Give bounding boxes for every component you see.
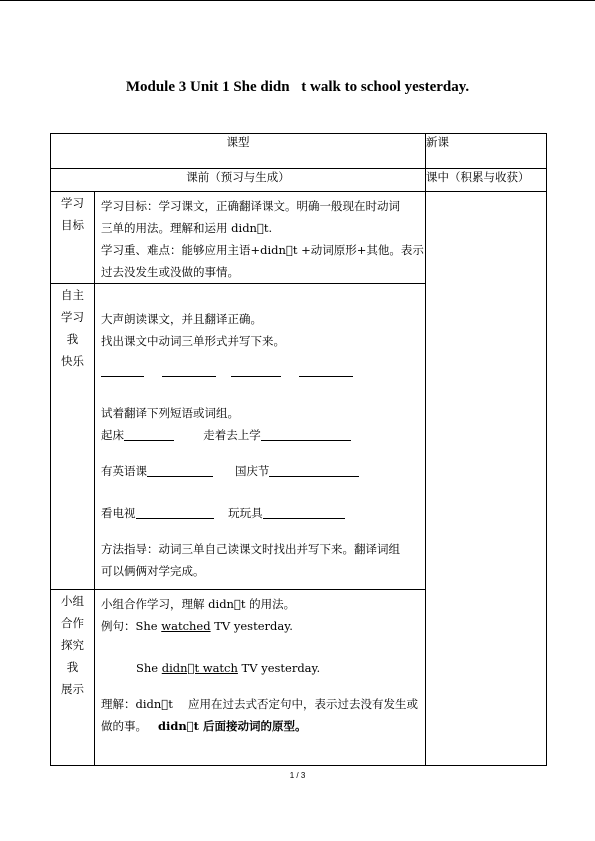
course-type-value: 新课	[426, 134, 547, 169]
self-study-label-line: 自主	[61, 288, 84, 302]
goals-line: 三单的用法。理解和运用 didn t.	[101, 221, 273, 235]
understanding-line	[101, 715, 419, 737]
goals-row	[51, 192, 547, 284]
phrase-line	[101, 424, 419, 446]
self-study-label-line: 我	[66, 332, 79, 346]
understanding-line: 理解：didn t 应用在过去式否定句中，表示过去没有发生或	[101, 697, 418, 711]
example-suffix: TV yesterday.	[210, 619, 293, 633]
method-line: 可以俩俩对学完成。	[101, 564, 205, 578]
method-line: 方法指导：动词三单自己读课文时找出并写下来。翻译词组	[101, 542, 400, 556]
self-study-label-line: 快乐	[61, 354, 84, 368]
self-study-label-line: 学习	[61, 310, 84, 324]
answer-blank[interactable]	[162, 363, 216, 377]
understanding-text: 做的事。	[101, 719, 147, 733]
grammar-rule: didn t 后面接动词的原型。	[157, 719, 307, 733]
answer-blank[interactable]	[269, 463, 359, 477]
before-class-header: 课前（预习与生成）	[51, 169, 426, 192]
goals-label	[51, 192, 95, 284]
example-sentence	[101, 615, 419, 637]
self-study-content	[95, 284, 426, 590]
goals-label-line: 学习	[61, 196, 84, 210]
phrase-line	[101, 460, 419, 482]
cooperation-intro: 小组合作学习，理解 didn t 的用法。	[101, 597, 296, 611]
read-aloud-task: 大声朗读课文，并且翻译正确。	[101, 312, 262, 326]
cooperation-content	[95, 590, 426, 766]
example-prefix: 例句：She	[101, 619, 162, 633]
phrase-line	[101, 502, 419, 524]
answer-blank[interactable]	[261, 427, 351, 441]
cooperation-label	[51, 590, 95, 766]
verb-blanks	[101, 360, 419, 382]
course-type-label: 课型	[51, 134, 426, 169]
in-class-notes-cell	[426, 192, 547, 766]
cooperation-label-line: 探究	[61, 638, 84, 652]
phrase-walk-to-school: 走着去上学	[203, 428, 261, 442]
find-verbs-task: 找出课文中动词三单形式并写下来。	[101, 334, 285, 348]
goals-label-line: 目标	[61, 218, 84, 232]
in-class-header: 课中（积累与收获）	[426, 169, 547, 192]
negative-sentence	[101, 657, 419, 679]
negative-prefix: She	[136, 661, 162, 675]
cooperation-label-line: 我	[66, 660, 79, 674]
answer-blank[interactable]	[101, 363, 144, 377]
answer-blank[interactable]	[263, 505, 345, 519]
answer-blank[interactable]	[299, 363, 353, 377]
phrase-watch-tv: 看电视	[101, 506, 136, 520]
phrase-play-toys: 玩玩具	[228, 506, 263, 520]
page-number: 1 / 3	[289, 771, 306, 780]
negative-suffix: TV yesterday.	[237, 661, 321, 675]
self-study-label	[51, 284, 95, 590]
answer-blank[interactable]	[124, 427, 174, 441]
example-verb: watched	[161, 619, 211, 633]
lesson-plan-table	[50, 133, 547, 766]
goals-line: 学习目标：学习课文，正确翻译课文。明确一般现在时动词	[101, 199, 400, 213]
answer-blank[interactable]	[231, 363, 281, 377]
cooperation-label-line: 展示	[61, 682, 84, 696]
header-row	[51, 134, 547, 169]
page-title: Module 3 Unit 1 She didn t walk to school yesterday.	[125, 79, 470, 95]
top-rule	[0, 0, 595, 1]
goals-line: 过去没发生或没做的事情。	[101, 265, 239, 279]
answer-blank[interactable]	[136, 505, 214, 519]
phrase-english-class: 有英语课	[101, 464, 147, 478]
subheader-row	[51, 169, 547, 192]
phrase-national-day: 国庆节	[234, 464, 270, 478]
goals-line: 学习重、难点：能够应用主语+didn t +动词原形+其他。表示	[101, 243, 424, 257]
cooperation-label-line: 小组	[61, 594, 84, 608]
answer-blank[interactable]	[147, 463, 213, 477]
phrase-get-up: 起床	[101, 428, 124, 442]
translate-task: 试着翻译下列短语或词组。	[101, 406, 239, 420]
negative-verb: didn t watch	[161, 661, 238, 675]
cooperation-label-line: 合作	[61, 616, 84, 630]
goals-content	[95, 192, 426, 284]
